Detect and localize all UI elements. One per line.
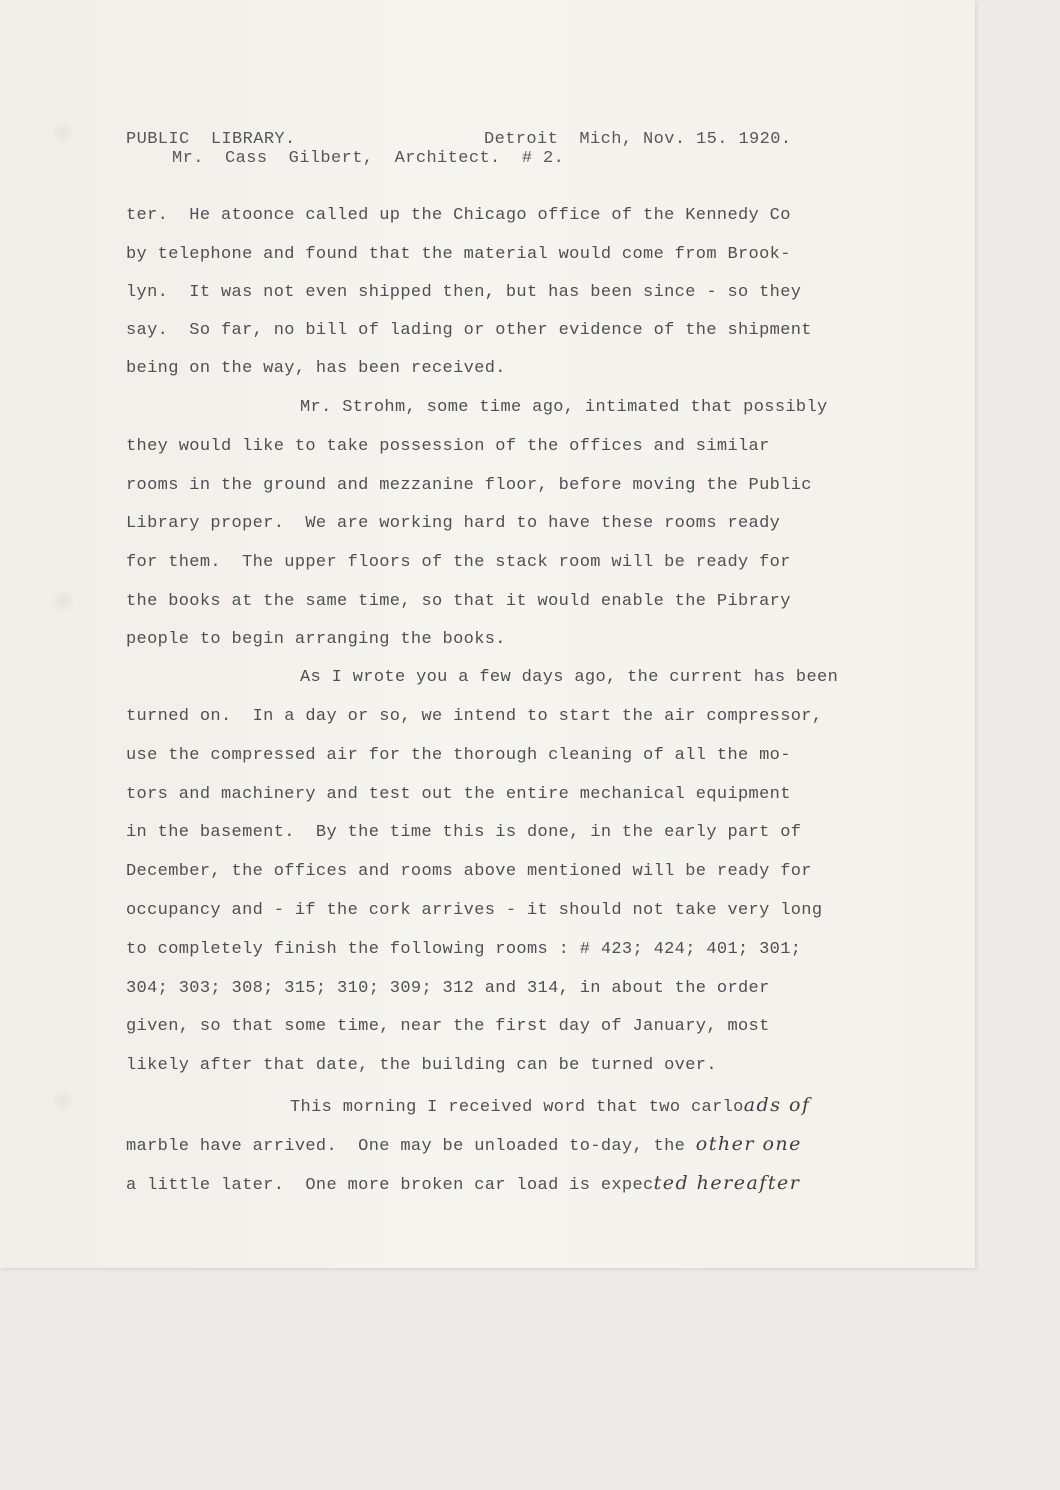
body-line: say. So far, no bill of lading or other evidence of the shipment [126, 321, 812, 340]
body-line: tors and machinery and test out the entire mechanical equipment [126, 785, 791, 804]
body-line [126, 1173, 800, 1196]
body-line: December, the offices and rooms above mentioned will be ready for [126, 862, 812, 881]
typed-text: a little later. One more broken car load is expec [126, 1176, 654, 1195]
body-line: by telephone and found that the material would come from Brook- [126, 245, 791, 264]
body-line: to completely finish the following rooms : # 423; 424; 401; 301; [126, 940, 802, 959]
body-line: in the basement. By the time this is done, in the early part of [126, 823, 802, 842]
typed-text: marble have arrived. One may be unloaded to-day, the [126, 1137, 696, 1156]
header-subject: PUBLIC LIBRARY. [126, 130, 296, 149]
punch-hole [52, 590, 74, 612]
body-line: As I wrote you a few days ago, the current has been [300, 668, 839, 687]
body-line: turned on. In a day or so, we intend to start the air compressor, [126, 707, 823, 726]
handwritten-correction: ads of [743, 1094, 811, 1116]
body-line: people to begin arranging the books. [126, 630, 506, 649]
body-line: occupancy and - if the cork arrives - it should not take very long [126, 901, 823, 920]
header-date: Detroit Mich, Nov. 15. 1920. [484, 130, 792, 149]
body-line: Library proper. We are working hard to have these rooms ready [126, 514, 781, 533]
body-line: for them. The upper floors of the stack room will be ready for [126, 553, 791, 572]
body-line: being on the way, has been received. [126, 359, 506, 378]
punch-hole [52, 1090, 74, 1112]
body-line: they would like to take possession of the offices and similar [126, 437, 770, 456]
handwritten-correction: other one [695, 1133, 802, 1155]
handwritten-correction: ted hereafter [653, 1172, 801, 1194]
body-line [126, 1134, 802, 1157]
punch-hole [52, 122, 74, 144]
body-line: lyn. It was not even shipped then, but has been since - so they [126, 283, 802, 302]
typed-text: This morning I received word that two carlo [290, 1098, 744, 1117]
body-line: given, so that some time, near the first day of January, most [126, 1017, 770, 1036]
body-line: 304; 303; 308; 315; 310; 309; 312 and 314, in about the order [126, 979, 770, 998]
body-line [290, 1095, 811, 1118]
body-line: Mr. Strohm, some time ago, intimated that possibly [300, 398, 828, 417]
body-line: ter. He atoonce called up the Chicago office of the Kennedy Co [126, 206, 791, 225]
body-line: rooms in the ground and mezzanine floor, before moving the Public [126, 476, 812, 495]
body-line: the books at the same time, so that it would enable the Pibrary [126, 592, 791, 611]
body-line: use the compressed air for the thorough cleaning of all the mo- [126, 746, 791, 765]
header-recipient: Mr. Cass Gilbert, Architect. # 2. [172, 149, 565, 168]
body-line: likely after that date, the building can be turned over. [126, 1056, 717, 1075]
